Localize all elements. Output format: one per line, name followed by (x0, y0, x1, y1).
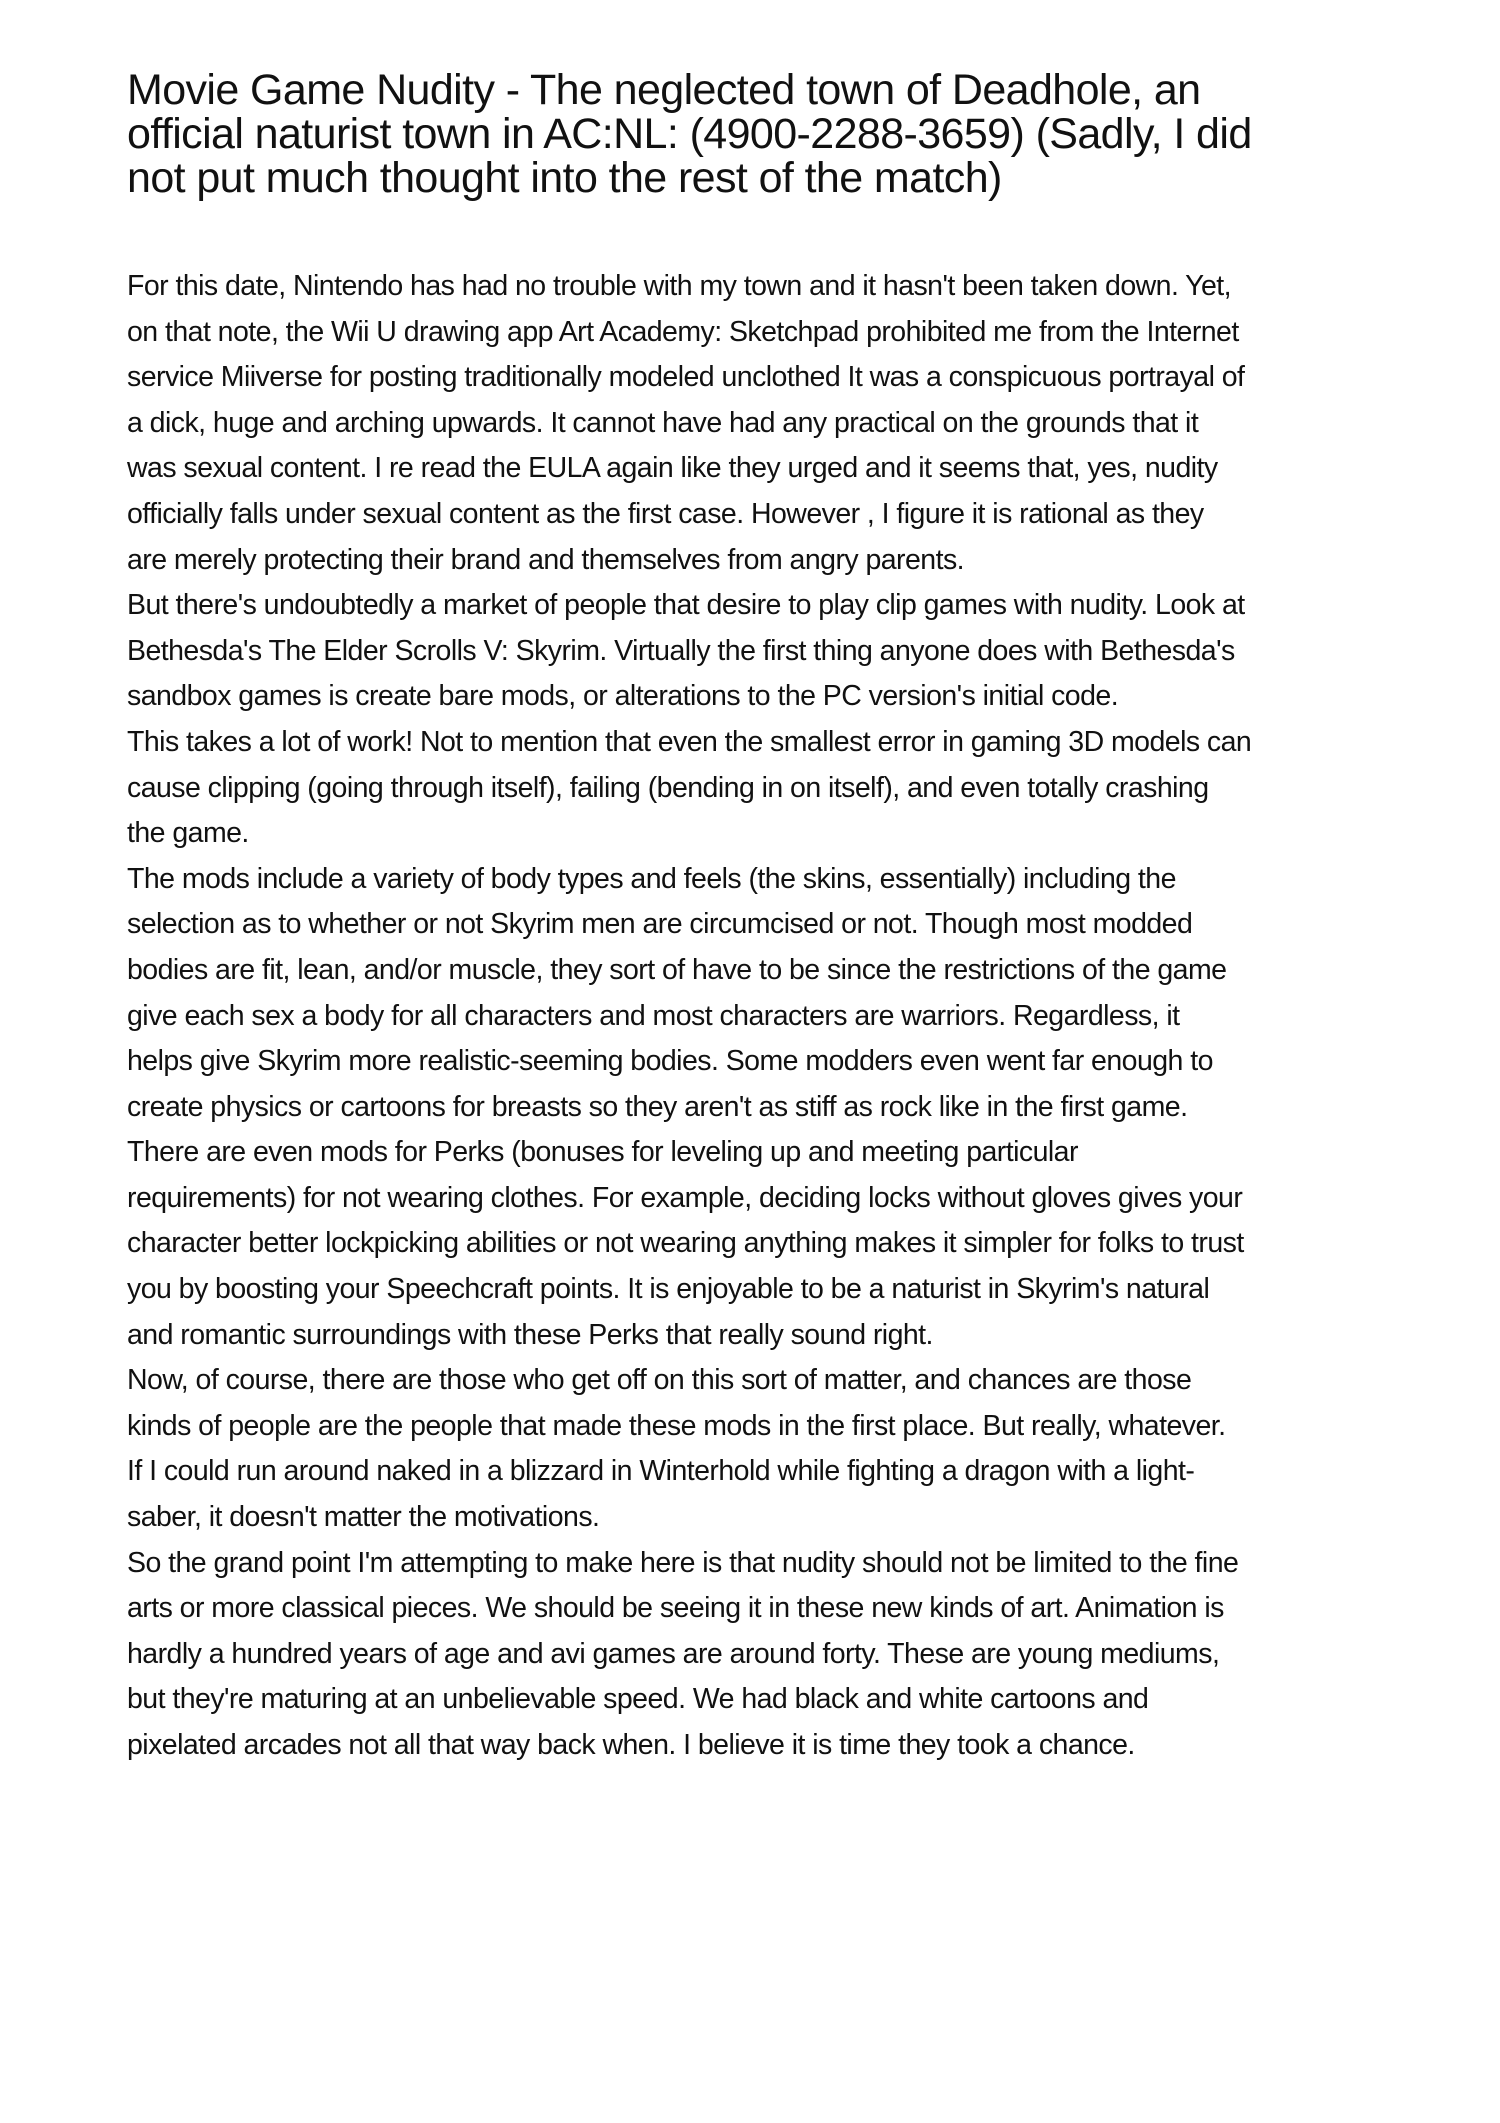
paragraph-line: The mods include a variety of body types and feels (the skins, essentially) including the (127, 862, 1176, 895)
paragraph-line: the game. (127, 817, 249, 850)
paragraph-line: saber, it doesn't matter the motivations. (127, 1501, 600, 1534)
paragraph-line: was sexual content. I re read the EULA again like they urged and it seems that, yes, nudity (127, 452, 1218, 485)
paragraph-line: hardly a hundred years of age and avi games are around forty. These are young mediums, (127, 1637, 1220, 1670)
paragraph-line: kinds of people are the people that made these mods in the first place. But really, whatever. (127, 1409, 1226, 1442)
paragraph-line: Now, of course, there are those who get off on this sort of matter, and chances are those (127, 1364, 1192, 1397)
page-title (127, 68, 1417, 200)
article-body (127, 264, 1417, 1769)
paragraph-line: helps give Skyrim more realistic-seeming bodies. Some modders even went far enough to (127, 1045, 1213, 1078)
paragraph-line: are merely protecting their brand and themselves from angry parents. (127, 543, 965, 576)
paragraph (127, 583, 1417, 720)
paragraph-line: on that note, the Wii U drawing app Art Academy: Sketchpad prohibited me from the Internet (127, 315, 1239, 348)
paragraph-line: cause clipping (going through itself), failing (bending in on itself), and even totally crashing (127, 771, 1209, 804)
paragraph-line: This takes a lot of work! Not to mention that even the smallest error in gaming 3D models can (127, 725, 1252, 758)
title-line: Movie Game Nudity - The neglected town of Deadhole, an (127, 66, 1201, 114)
paragraph-line: but they're maturing at an unbelievable speed. We had black and white cartoons and (127, 1683, 1149, 1716)
title-line: official naturist town in AC:NL: (4900-2288-3659) (Sadly, I did (127, 110, 1252, 158)
paragraph-line: arts or more classical pieces. We should be seeing it in these new kinds of art. Animation is (127, 1592, 1224, 1625)
paragraph-line: If I could run around naked in a blizzard in Winterhold while fighting a dragon with a light- (127, 1455, 1195, 1488)
paragraph (127, 264, 1417, 583)
paragraph (127, 1541, 1417, 1769)
paragraph (127, 857, 1417, 1359)
paragraph-line: and romantic surroundings with these Perks that really sound right. (127, 1318, 933, 1351)
paragraph-line: create physics or cartoons for breasts so they aren't as stiff as rock like in the first game. (127, 1090, 1188, 1123)
paragraph-line: But there's undoubtedly a market of people that desire to play clip games with nudity. Look at (127, 589, 1245, 622)
paragraph-line: sandbox games is create bare mods, or alterations to the PC version's initial code. (127, 680, 1119, 713)
paragraph-line: For this date, Nintendo has had no trouble with my town and it hasn't been taken down. Yet, (127, 270, 1232, 302)
paragraph-line: service Miiverse for posting traditionally modeled unclothed It was a conspicuous portrayal of (127, 361, 1245, 394)
paragraph-line: selection as to whether or not Skyrim men are circumcised or not. Though most modded (127, 908, 1193, 941)
paragraph-line: officially falls under sexual content as the first case. However , I figure it is rational as they (127, 497, 1204, 530)
paragraph (127, 1358, 1417, 1540)
paragraph-line: There are even mods for Perks (bonuses for leveling up and meeting particular (127, 1136, 1078, 1169)
paragraph-line: give each sex a body for all characters and most characters are warriors. Regardless, it (127, 999, 1180, 1032)
paragraph-line: you by boosting your Speechcraft points. It is enjoyable to be a naturist in Skyrim's natural (127, 1273, 1210, 1306)
paragraph-line: So the grand point I'm attempting to make here is that nudity should not be limited to the fine (127, 1546, 1239, 1579)
paragraph-line: a dick, huge and arching upwards. It cannot have had any practical on the grounds that it (127, 406, 1199, 439)
paragraph-line: requirements) for not wearing clothes. For example, deciding locks without gloves gives your (127, 1181, 1243, 1214)
paragraph-line: pixelated arcades not all that way back when. I believe it is time they took a chance. (127, 1729, 1135, 1761)
title-line: not put much thought into the rest of the match) (127, 154, 1002, 202)
paragraph-line: character better lockpicking abilities or not wearing anything makes it simpler for folks to trust (127, 1227, 1244, 1260)
paragraph (127, 720, 1417, 857)
paragraph-line: bodies are fit, lean, and/or muscle, they sort of have to be since the restrictions of the game (127, 953, 1227, 986)
paragraph-line: Bethesda's The Elder Scrolls V: Skyrim. Virtually the first thing anyone does with Bethesda's (127, 634, 1235, 667)
